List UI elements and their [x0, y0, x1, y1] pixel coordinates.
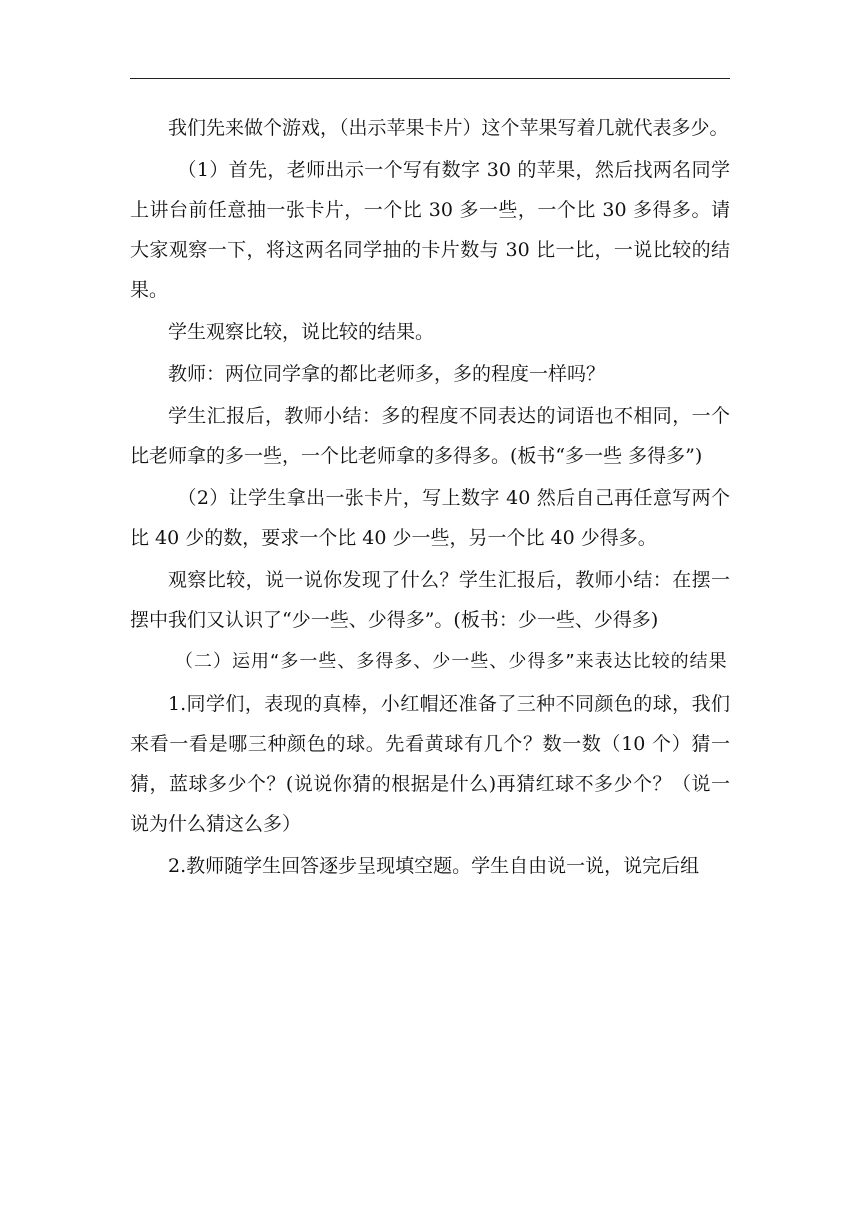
section-heading-2: （二）运用“多一些、多得多、少一些、少得多”来表达比较的结果: [175, 651, 728, 672]
document-body: [130, 108, 730, 886]
paragraph-game-intro: 我们先来做个游戏，（出示苹果卡片）这个苹果写着几就代表多少。: [168, 117, 729, 139]
header-rule: [130, 78, 730, 79]
paragraph-teacher-question: 教师：两位同学拿的都比老师多，多的程度一样吗？: [168, 363, 606, 385]
paragraph-balls-activity: 1.同学们，表现的真棒，小红帽还准备了三种不同颜色的球，我们来看一看是哪三种颜色的球。先看黄球有几个？数一数（10 个）猜一猜，蓝球多少个？(说说你猜的根据是什么)再猜红球不多少个？（说一说为什么猜这么多）: [130, 693, 730, 835]
paragraph-fill-blank: 2.教师随学生回答逐步呈现填空题。学生自由说一说，说完后组: [168, 855, 700, 877]
paragraph-step-2: （2）让学生拿出一张卡片，写上数字 40 然后自己再任意写两个比 40 少的数，要求一个比 40 少一些，另一个比 40 少得多。: [130, 487, 730, 549]
paragraph-step-1: （1）首先，老师出示一个写有数字 30 的苹果，然后找两名同学上讲台前任意抽一张卡片，一个比 30 多一些，一个比 30 多得多。请大家观察一下，将这两名同学抽的卡片数与 30 比一比，一说比较的结果。: [130, 159, 730, 301]
paragraph-teacher-summary-less: 观察比较，说一说你发现了什么？学生汇报后，教师小结：在摆一摆中我们又认识了“少一些、少得多”。(板书：少一些、少得多): [130, 569, 730, 631]
paragraph-student-observe: 学生观察比较，说比较的结果。: [168, 321, 435, 343]
paragraph-teacher-summary-more: 学生汇报后，教师小结：多的程度不同表达的词语也不相同，一个比老师拿的多一些，一个比老师拿的多得多。(板书“多一些 多得多”): [130, 405, 730, 467]
